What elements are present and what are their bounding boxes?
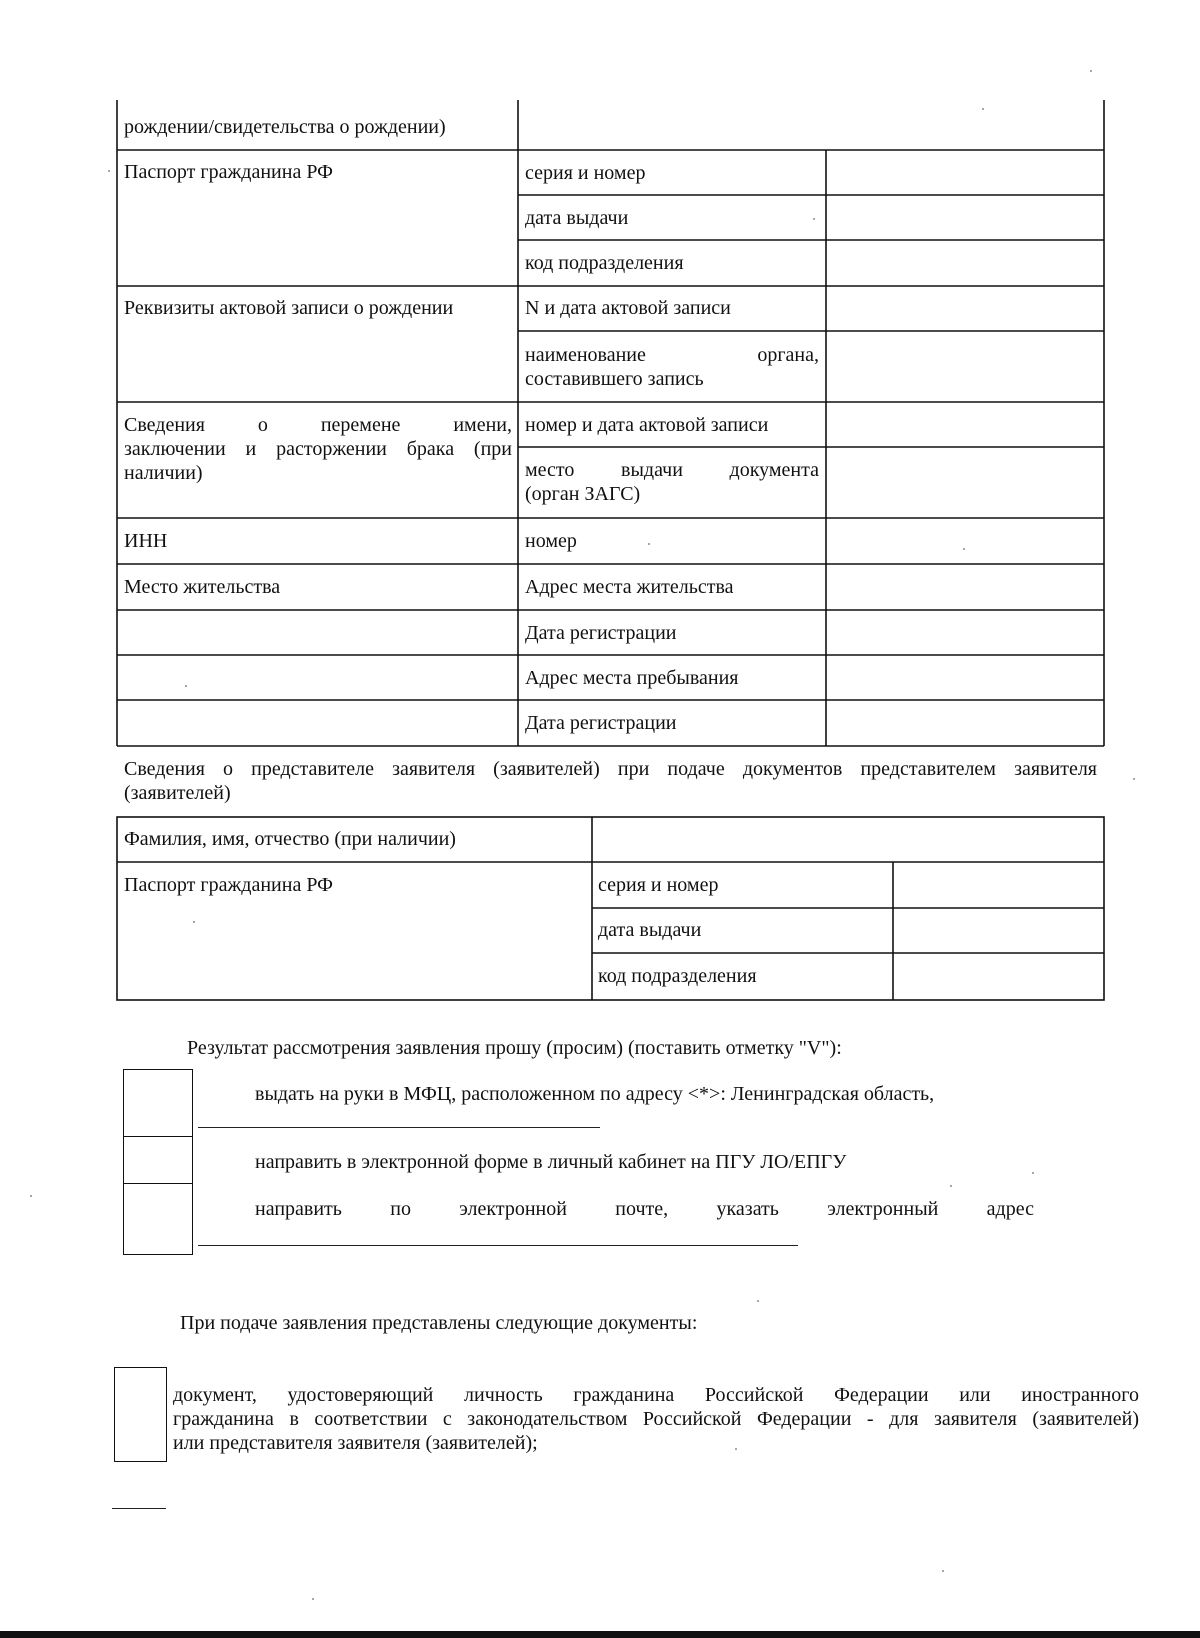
scan-speck xyxy=(982,108,984,110)
representative-heading-2: (заявителей) xyxy=(124,782,231,804)
cell-birth-record-body-2: составившего запись xyxy=(525,368,704,390)
cell-residence-address: Адрес места жительства xyxy=(525,576,734,598)
cell-rep-passport-label: Паспорт гражданина РФ xyxy=(124,874,333,896)
mfc-address-line[interactable] xyxy=(198,1127,600,1128)
scan-speck xyxy=(648,543,650,545)
documents-item-1-line1: документ, удостоверяющий личность гражданина Российской Федерации или иностранного xyxy=(173,1384,1139,1406)
cell-passport-series: серия и номер xyxy=(525,162,646,184)
scan-speck xyxy=(108,170,110,172)
scan-speck xyxy=(813,218,815,220)
cell-name-change-3: наличии) xyxy=(124,462,203,484)
cell-name-change-number: номер и дата актовой записи xyxy=(525,414,769,436)
cell-name-change-1: Сведения о перемене имени, xyxy=(124,414,512,436)
email-address-line[interactable] xyxy=(198,1245,798,1246)
scan-speck xyxy=(1032,1172,1034,1174)
cell-inn-label: ИНН xyxy=(124,530,168,552)
documents-item-1-line2: гражданина в соответствии с законодательством Российской Федерации - для заявителя (заявителей) xyxy=(173,1408,1139,1430)
documents-item-1-line3: или представителя заявителя (заявителей); xyxy=(173,1432,538,1454)
result-checkbox-epgu[interactable] xyxy=(123,1136,193,1184)
cell-stay-address: Адрес места пребывания xyxy=(525,667,739,689)
cell-inn-number: номер xyxy=(525,530,577,552)
cell-residence-label: Место жительства xyxy=(124,576,281,598)
cell-rep-passport-code: код подразделения xyxy=(598,965,757,987)
scan-speck xyxy=(1133,778,1135,780)
cell-rep-passport-series: серия и номер xyxy=(598,874,719,896)
cell-passport-date: дата выдачи xyxy=(525,207,629,229)
result-checkbox-mfc[interactable] xyxy=(123,1069,193,1137)
cell-passport-label: Паспорт гражданина РФ xyxy=(124,161,333,183)
cell-birth-cert-cont: рождении/свидетельства о рождении) xyxy=(124,116,446,138)
scan-speck xyxy=(30,1195,32,1197)
scan-speck xyxy=(193,921,195,923)
scan-speck xyxy=(963,548,965,550)
scan-speck xyxy=(757,1300,759,1302)
scan-speck xyxy=(312,1598,314,1600)
cell-birth-record-body-1: наименование органа, xyxy=(525,344,819,366)
cell-residence-reg-date: Дата регистрации xyxy=(525,622,677,644)
cell-birth-record-label: Реквизиты актовой записи о рождении xyxy=(124,297,454,319)
scan-speck xyxy=(185,685,187,687)
cell-name-change-place-2: (орган ЗАГС) xyxy=(525,483,641,505)
cell-rep-passport-date: дата выдачи xyxy=(598,919,702,941)
scan-speck xyxy=(1090,70,1092,72)
cell-passport-code: код подразделения xyxy=(525,252,684,274)
result-option-email: направить по электронной почте, указать электронный адрес xyxy=(255,1198,1034,1220)
documents-checkbox-id[interactable] xyxy=(114,1367,167,1462)
cell-stay-reg-date: Дата регистрации xyxy=(525,712,677,734)
documents-heading: При подаче заявления представлены следующие документы: xyxy=(180,1312,698,1334)
footnote-rule xyxy=(112,1508,166,1509)
cell-name-change-2: заключении и расторжении брака (при xyxy=(124,438,512,460)
cell-name-change-place-1: место выдачи документа xyxy=(525,459,819,481)
scan-bottom-edge xyxy=(0,1631,1200,1638)
cell-rep-fio-label: Фамилия, имя, отчество (при наличии) xyxy=(124,828,456,850)
scan-speck xyxy=(942,1570,944,1572)
cell-birth-record-number: N и дата актовой записи xyxy=(525,297,731,319)
representative-heading-1: Сведения о представителе заявителя (заявителей) при подаче документов представителем заявителя xyxy=(124,758,1097,780)
result-checkbox-email[interactable] xyxy=(123,1183,193,1255)
result-heading: Результат рассмотрения заявления прошу (просим) (поставить отметку "V"): xyxy=(187,1037,842,1059)
scan-speck xyxy=(950,1185,952,1187)
result-option-mfc: выдать на руки в МФЦ, расположенном по адресу <*>: Ленинградская область, xyxy=(255,1083,935,1105)
result-option-epgu: направить в электронной форме в личный кабинет на ПГУ ЛО/ЕПГУ xyxy=(255,1151,847,1173)
scan-speck xyxy=(735,1448,737,1450)
